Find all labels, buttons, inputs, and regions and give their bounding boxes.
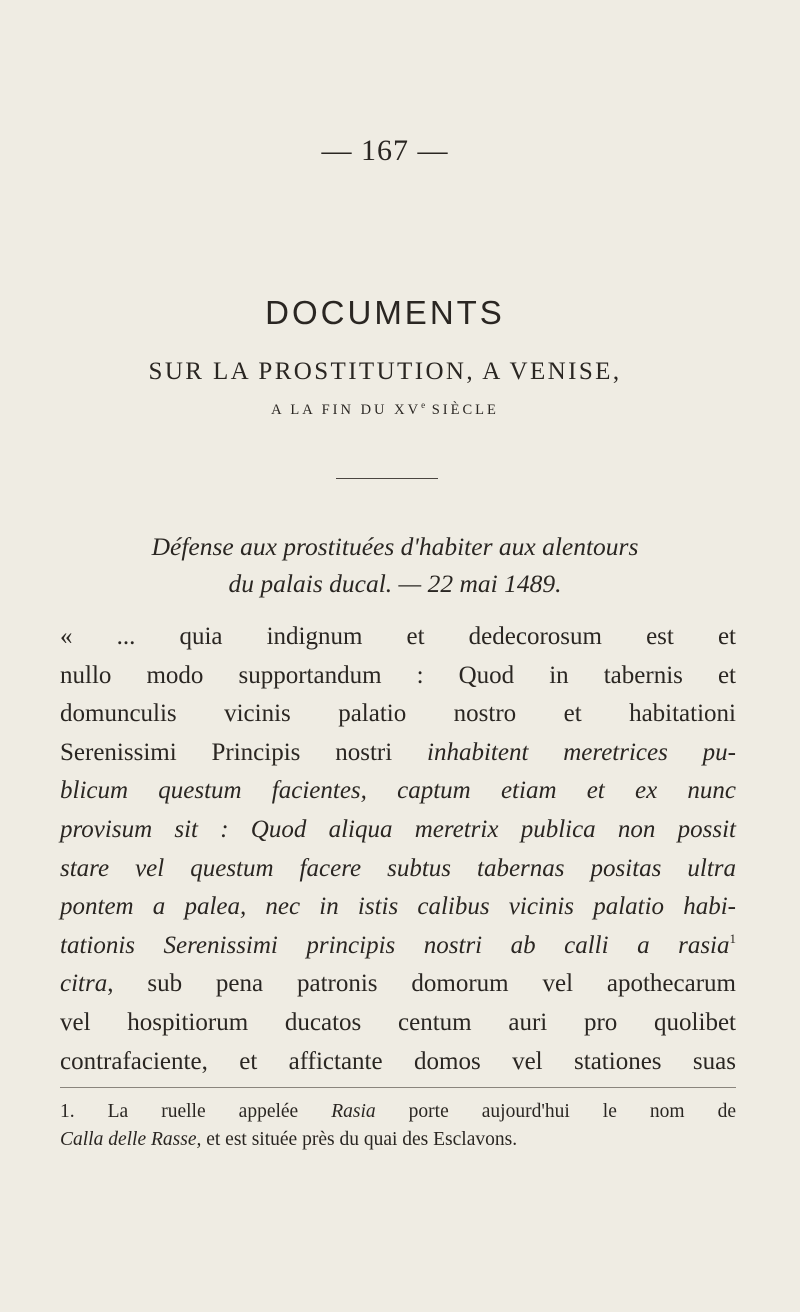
body-line: blicum questum facientes, captum etiam et ex nunc (60, 777, 736, 805)
document-heading (60, 528, 730, 602)
body-italic-segment: citra (60, 970, 108, 998)
footnote-divider (60, 1087, 736, 1088)
section-period-suffix: SIÈCLE (425, 402, 499, 418)
body-line: domunculis vicinis palatio nostro et habitationi (60, 700, 736, 728)
footnote (60, 1098, 736, 1154)
footnote-italic: Calla delle Rasse, (60, 1129, 202, 1150)
body-italic-segment: tationis Serenissimi principis nostri ab calli a rasia (60, 931, 730, 959)
footnote-text: 1. La ruelle appelée (60, 1101, 332, 1122)
footnote-text: porte aujourd'hui le nom de (375, 1101, 736, 1122)
body-line (60, 734, 736, 773)
footnote-italic: Rasia (331, 1101, 376, 1122)
page-number: — 167 — (321, 134, 449, 167)
body-line: nullo modo supportandum : Quod in tabernis et (60, 661, 736, 689)
section-period-prefix: A LA FIN DU XV (271, 402, 422, 418)
footnote-line-1 (60, 1098, 736, 1126)
body-italic-segment: inhabitent meretrices pu- (427, 738, 737, 766)
footnote-text: et est située près du quai des Esclavons. (201, 1129, 518, 1150)
footnote-reference: 1 (729, 930, 736, 946)
body-line: provisum sit : Quod aliqua meretrix publica non possit (60, 815, 736, 843)
body-text-segment: Serenissimi Principis nostri (60, 738, 428, 766)
body-line: stare vel questum facere subtus tabernas positas ultra (60, 854, 736, 882)
body-line: contrafaciente, et affictante domos vel stationes suas (60, 1047, 736, 1075)
section-subtitle: SUR LA PROSTITUTION, A VENISE, (148, 358, 622, 385)
body-line (60, 965, 736, 1004)
body-line: vel hospitiorum ducatos centum auri pro quolibet (60, 1008, 736, 1036)
heading-line-1: Défense aux prostituées d'habiter aux alentours (151, 532, 639, 561)
heading-line-2: du palais ducal. — 22 mai 1489. (228, 569, 562, 598)
section-period-sup: e (421, 400, 426, 410)
title-divider (336, 478, 438, 479)
body-line: pontem a palea, nec in istis calibus vicinis palatio habi- (60, 893, 736, 921)
section-period (0, 400, 770, 419)
section-title: DOCUMENTS (265, 294, 505, 331)
document-body (60, 618, 736, 1081)
body-text-segment: , sub pena patronis domorum vel apothecarum (107, 970, 736, 998)
footnote-line-2 (60, 1126, 736, 1154)
body-line (60, 927, 736, 966)
body-line: « ... quia indignum et dedecorosum est et (60, 623, 736, 650)
